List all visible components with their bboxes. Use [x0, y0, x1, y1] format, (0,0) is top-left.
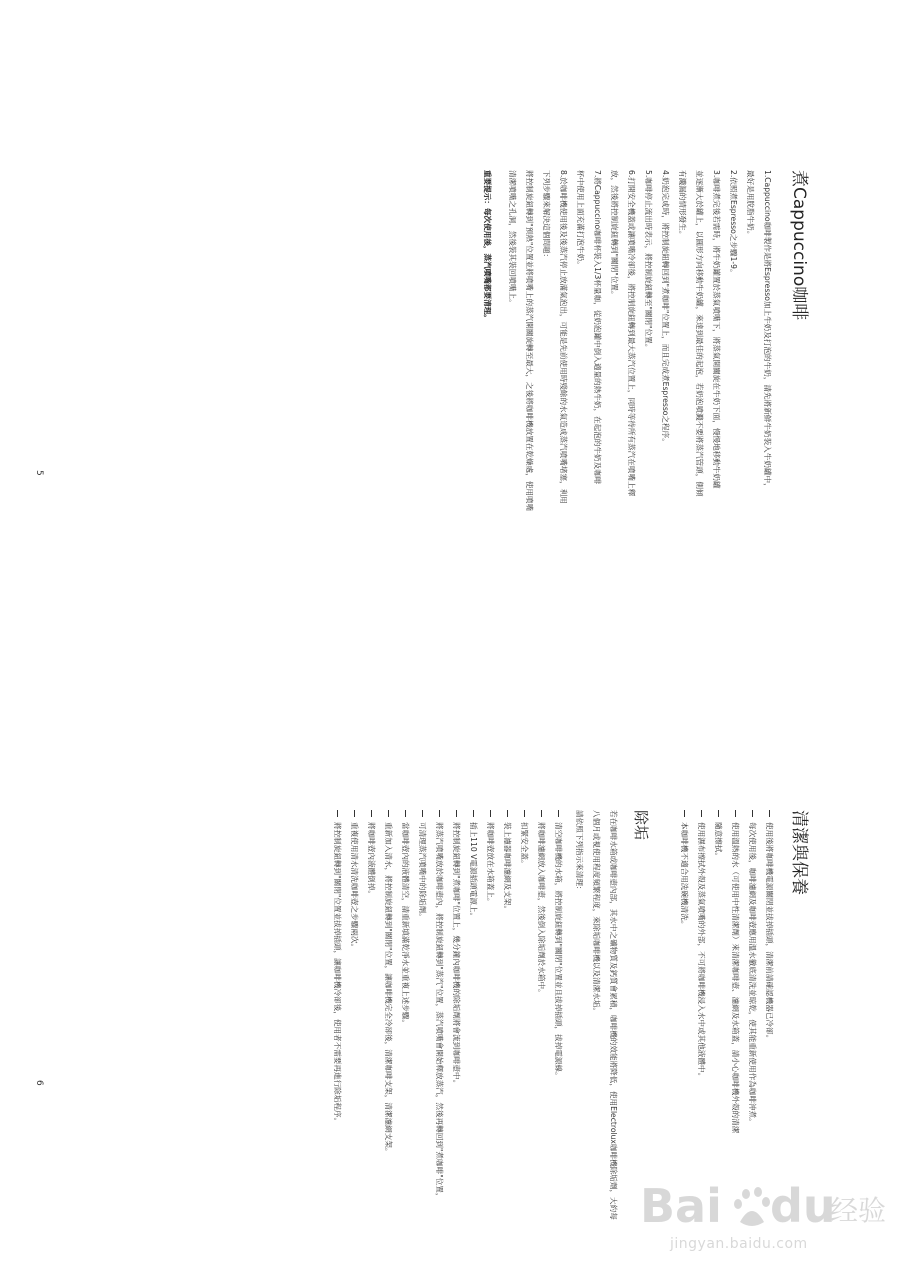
watermark-url: jingyan.baidu.com — [670, 1236, 808, 1252]
svg-text:du: du — [770, 1179, 836, 1233]
important-note: 重要提示：每次使用後，蒸汽噴嘴都要清理。 — [483, 170, 492, 322]
page-number-6: 6 — [34, 1080, 44, 1086]
svg-text:经验: 经验 — [830, 1194, 887, 1227]
step-line: 2.依照煮Espresso之步驟1-9。 — [729, 170, 738, 277]
baidu-jingyan-logo-icon — [640, 1176, 890, 1236]
descale-title: 除垢 — [632, 810, 650, 841]
descale-item: 當咖啡壺內的液體清空，請重新填滿乾淨水並重複上述步驟。 — [397, 810, 414, 1270]
step-line: 4.奶泡完成時，將控制旋鈕轉回到"煮咖啡"位置上，而且完成煮Espresso之程序。 — [661, 170, 670, 446]
step-line: 放，然後將控制旋鈕轉到"關閉"位置。 — [610, 170, 619, 299]
descale-item: 重新加入清水，將控制旋鈕轉到"關閉"位置，讓咖啡機完全冷卻後，清潔咖啡支架，清潔濾網支架。 — [380, 810, 397, 1270]
descale-intro-line: 請依照下列指示來清理： — [575, 810, 584, 894]
step-line: 清潔噴嘴之孔洞，然後裝其裝回噴嘴上。 — [508, 170, 517, 307]
descale-item: 扣緊安全蓋。 — [516, 810, 533, 1270]
cleaning-item: 本咖啡機不適合用洗碗機清洗。 — [676, 810, 693, 1270]
descale-item: 裝上濾器咖啡濾網及支架。 — [499, 810, 516, 1270]
descale-item: 將咖啡壺放在水箱蓋上。 — [482, 810, 499, 1270]
step-line: 7.將Cappuccino咖啡杯裝入1/3杯量咖，從奶泡罐中倒入適量的熱牛奶，在起泡的牛奶及咖啡 — [593, 170, 602, 485]
step-line: 8.於咖啡機使用後及後蒸汽停止放滿氣泡出，可能是先前使用時殘餘的水氣造成蒸汽噴嘴堵塞，利用 — [559, 170, 568, 504]
cappuccino-title: 煮Cappuccino咖啡 — [789, 170, 809, 321]
descale-intro — [571, 810, 622, 1270]
page-number-5: 5 — [34, 470, 44, 476]
descale-item: 將咖啡壺內液體倒掉。 — [363, 810, 380, 1270]
step-line: 杯中使用上面充滿打泡牛奶。 — [576, 170, 585, 269]
cleaning-item: 使用後將咖啡機電源關閉並拔掉插頭，清潔前請確認機器已冷卻。 — [761, 810, 778, 1270]
descale-item: 將控制旋鈕轉到"煮咖啡"位置上，幾分鐘內咖啡機的除垢劑將會流到咖啡壺中。 — [448, 810, 465, 1270]
cappuccino-steps-list — [504, 170, 776, 620]
step-line: 有濺漏的情形發生。 — [678, 170, 687, 239]
step-line: 下列步驟來解決這個問題： — [542, 170, 551, 262]
step-line: 最好是用脫脂牛奶。 — [746, 170, 755, 239]
step-line: 將控制旋鈕轉到"預熱"位置並將噴嘴上的蒸汽開關旋轉至最大，之後將咖啡機放置在乾燥處，使用噴嘴 — [525, 170, 534, 512]
cleaning-title: 清潔與保養 — [789, 810, 809, 895]
descale-intro-line: 八個月或視使用程度頻繁程度，來除垢咖啡機以及清潔水垢。 — [592, 810, 601, 1016]
baidu-watermark — [640, 1176, 890, 1266]
cleaning-item: 隨意擦拭。 — [710, 810, 727, 1270]
descale-item: 將蒸汽噴嘴放於咖啡壺內，將控制旋鈕轉到"蒸汽"位置，蒸汽噴嘴會開始釋放蒸汽，然後再轉回到"煮咖啡"位置， — [431, 810, 448, 1270]
descale-items-list — [329, 810, 567, 1270]
step-line: 5.咖啡停止流出時表示，將控制旋鈕轉至"關閉"位置。 — [644, 170, 653, 352]
cleaning-item: 每次使用後，咖啡濾網及咖啡壺應用溫水徹底清洗並晾乾，使其能重新使用作為咖啡沖煮。 — [744, 810, 761, 1270]
svg-text:Bai: Bai — [640, 1179, 722, 1233]
step-line: 3.咖啡煮完後若需時，將牛奶罐置於蒸氣噴嘴下，將蒸氣開關旋在牛奶下面，慢慢地移動牛奶罐 — [712, 170, 721, 489]
descale-item: 插上110 V電源插頭電源上。 — [465, 810, 482, 1270]
cleaning-item: 使用溫熱的水（可使用中性清潔劑）來清潔咖啡壺、濾網及水箱蓋，請小心咖啡機外殼的清潔 — [727, 810, 744, 1270]
descale-item: 清空咖啡機的水箱，將控制旋鈕轉到"關閉"位置並且拔掉插頭，拔掉電源線。 — [550, 810, 567, 1270]
descale-item: 重複使用清水清洗咖啡壺之步驟兩次。 — [346, 810, 363, 1270]
cleaning-item: 使用濕布擦拭外殼及蒸氣噴嘴的外部，不可將咖啡機浸入水中或其他液體中。 — [693, 810, 710, 1270]
step-line: 6.打開安全機蓋或讓噴嘴冷卻後，將控制旋鈕轉到最大蒸汽位置上，同時等待所有蒸汽在噴嘴上釋 — [627, 170, 636, 497]
descale-item: 將控制旋鈕轉到"關閉"位置並拔掉插頭，讓咖啡機冷卻後，使用者不需要再進行除垢程序。 — [329, 810, 346, 1270]
descale-item: 將咖啡濾網放入咖啡壺，然後倒入除垢劑於水箱中。 — [533, 810, 550, 1270]
descale-intro-line: 若在咖啡水箱或咖啡壺內部，其水中之礦物質及鈣質會累積，咖啡機的效能將降低，使用Electrolux咖啡機除垢劑，大約每 — [609, 810, 618, 1220]
step-line: 1.Cappuccino咖啡製作是將Espresso加上牛奶及打泡的牛奶，請先將新鮮牛奶裝入牛奶罐中， — [763, 170, 772, 491]
step-line: 並逐漸大於罐上，以圓形方向移動牛奶罐，來達到最佳的起泡，若奶泡噴濺不要將蒸汽管頭，側傾 — [695, 170, 704, 497]
descale-item: 可清理蒸汽噴嘴中的除垢劑。 — [414, 810, 431, 1270]
